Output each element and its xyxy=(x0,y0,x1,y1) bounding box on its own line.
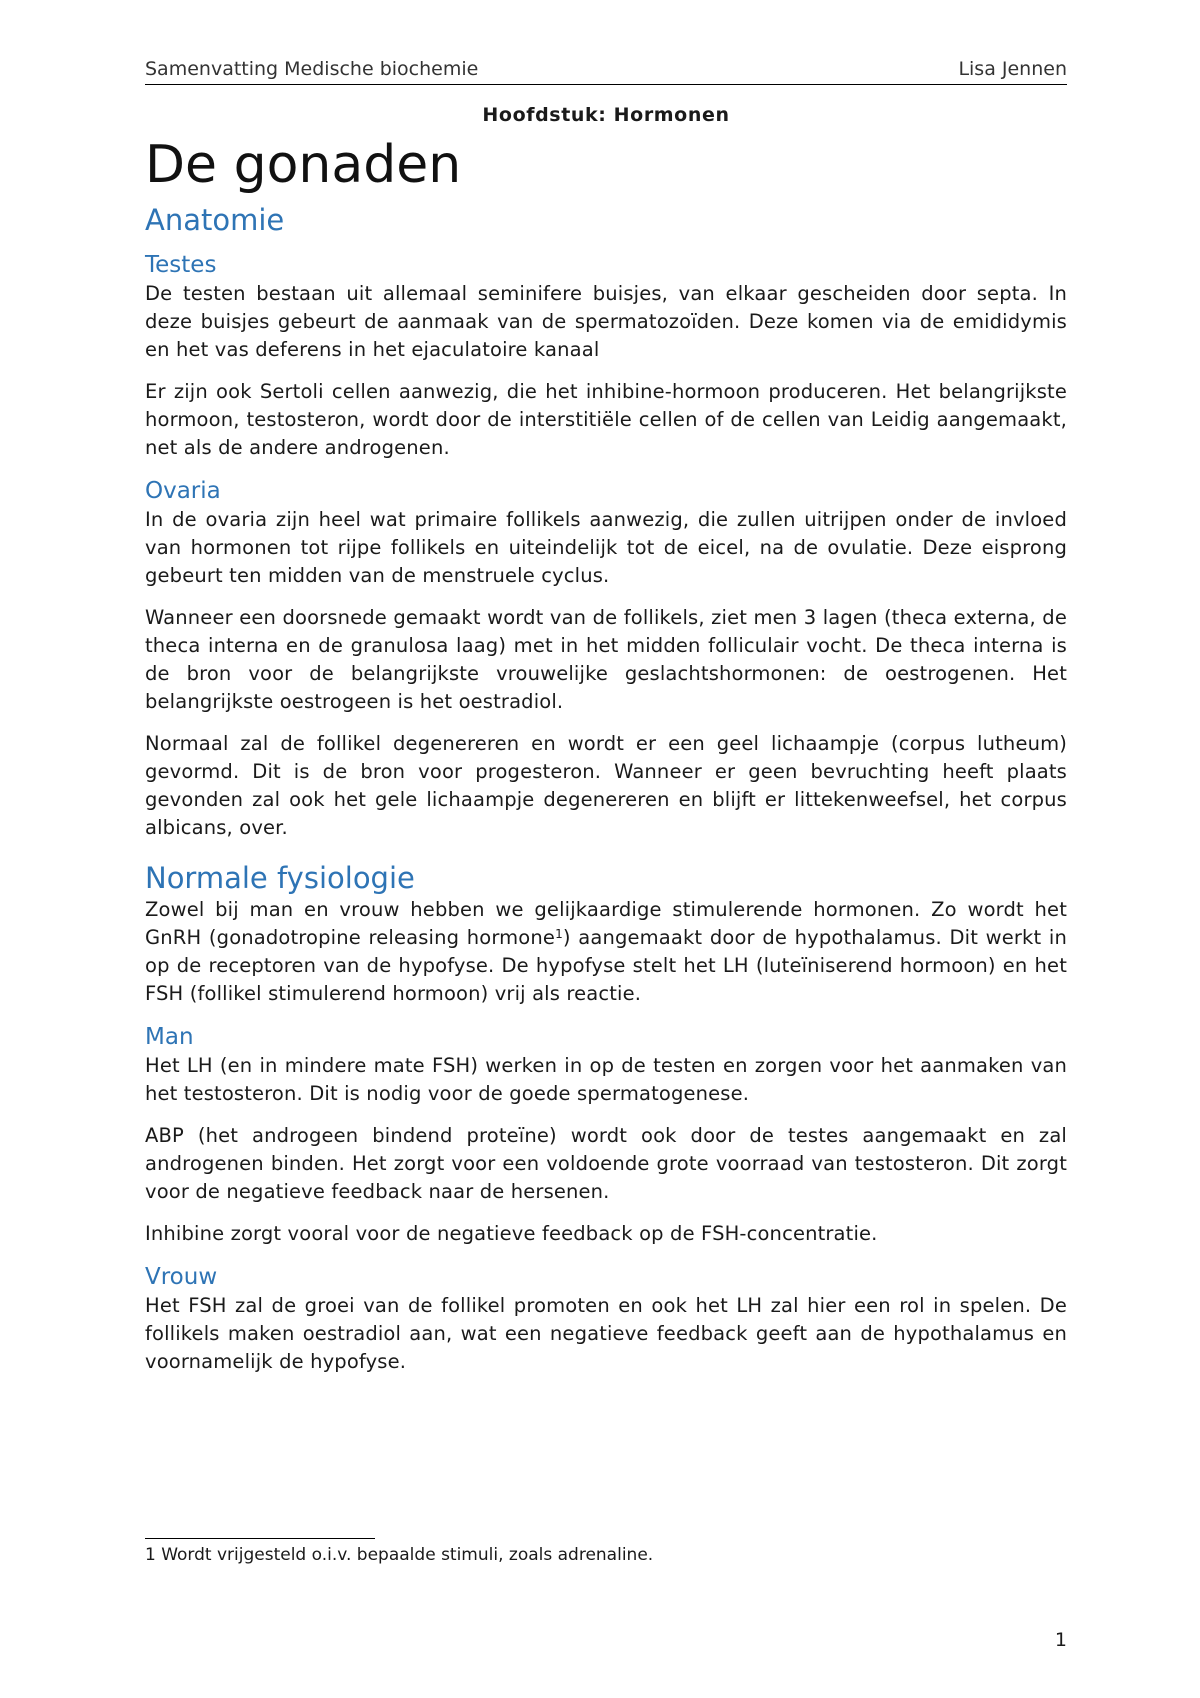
paragraph xyxy=(145,896,1067,1008)
header-author: Lisa Jennen xyxy=(958,58,1067,80)
paragraph: Wanneer een doorsnede gemaakt wordt van de follikels, ziet men 3 lagen (theca externa, de theca interna en de granulosa laag) met in het midden folliculair vocht. De theca interna is de bron voor de belangrijkste vrouwelijke geslachtshormonen: de oestrogenen. Het belangrijkste oestrogeen is het oestradiol. xyxy=(145,606,1067,713)
section-heading-anatomie: Anatomie xyxy=(145,203,285,237)
footnote-reference[interactable]: 1 xyxy=(555,927,563,941)
subsection-heading-testes: Testes xyxy=(145,252,217,278)
paragraph-text: ) aangemaakt door de hypothalamus. Dit werkt in op de receptoren van de hypofyse. De hypofyse stelt het LH (luteïniserend hormoon) en het FSH (follikel stimulerend hormoon) vrij als reactie. xyxy=(145,926,1068,1005)
chapter-label: Hoofdstuk: Hormonen xyxy=(482,104,730,126)
paragraph: Het FSH zal de groei van de follikel promoten en ook het LH zal hier een rol in spelen. De follikels maken oestradiol aan, wat een negatieve feedback geeft aan de hypothalamus en voornamelijk de hypofyse. xyxy=(145,1294,1067,1373)
page-content xyxy=(145,104,1067,1390)
header-title: Samenvatting Medische biochemie xyxy=(145,58,479,80)
paragraph: In de ovaria zijn heel wat primaire follikels aanwezig, die zullen uitrijpen onder de invloed van hormonen tot rijpe follikels en uiteindelijk tot de eicel, na de ovulatie. Deze eisprong gebeurt ten midden van de menstruele cyclus. xyxy=(145,508,1067,587)
footnote: 1 Wordt vrijgesteld o.i.v. bepaalde stimuli, zoals adrenaline. xyxy=(145,1545,654,1565)
page-header xyxy=(145,58,1067,85)
paragraph: Er zijn ook Sertoli cellen aanwezig, die het inhibine-hormoon produceren. Het belangrijkste hormoon, testosteron, wordt door de interstitiële cellen of de cellen van Leidig aangemaakt, net als de andere androgenen. xyxy=(145,380,1067,459)
paragraph: De testen bestaan uit allemaal seminifere buisjes, van elkaar gescheiden door septa. In deze buisjes gebeurt de aanmaak van de spermatozoïden. Deze komen via de emididymis en het vas deferens in het ejaculatoire kanaal xyxy=(145,282,1067,361)
subsection-heading-ovaria: Ovaria xyxy=(145,478,221,504)
page-number: 1 xyxy=(1054,1629,1067,1651)
paragraph-text: Zowel bij man en vrouw hebben we gelijkaardige stimulerende hormonen. Zo wordt het GnRH (gonadotropine releasing hormone xyxy=(145,898,1067,949)
subsection-heading-vrouw: Vrouw xyxy=(145,1264,218,1290)
section-heading-fysiologie: Normale fysiologie xyxy=(145,861,415,895)
subsection-heading-man: Man xyxy=(145,1024,194,1050)
document-title: De gonaden xyxy=(145,135,462,195)
paragraph: Inhibine zorgt vooral voor de negatieve feedback op de FSH-concentratie. xyxy=(145,1222,878,1245)
footnote-separator xyxy=(145,1538,375,1539)
paragraph: ABP (het androgeen bindend proteïne) wordt ook door de testes aangemaakt en zal androgenen binden. Het zorgt voor een voldoende grote voorraad van testosteron. Dit zorgt voor de negatieve feedback naar de hersenen. xyxy=(145,1124,1067,1203)
paragraph: Het LH (en in mindere mate FSH) werken in op de testen en zorgen voor het aanmaken van het testosteron. Dit is nodig voor de goede spermatogenese. xyxy=(145,1054,1067,1105)
paragraph: Normaal zal de follikel degenereren en wordt er een geel lichaampje (corpus lutheum) gevormd. Dit is de bron voor progesteron. Wanneer er geen bevruchting heeft plaats gevonden zal ook het gele lichaampje degenereren en blijft er littekenweefsel, het corpus albicans, over. xyxy=(145,732,1067,839)
